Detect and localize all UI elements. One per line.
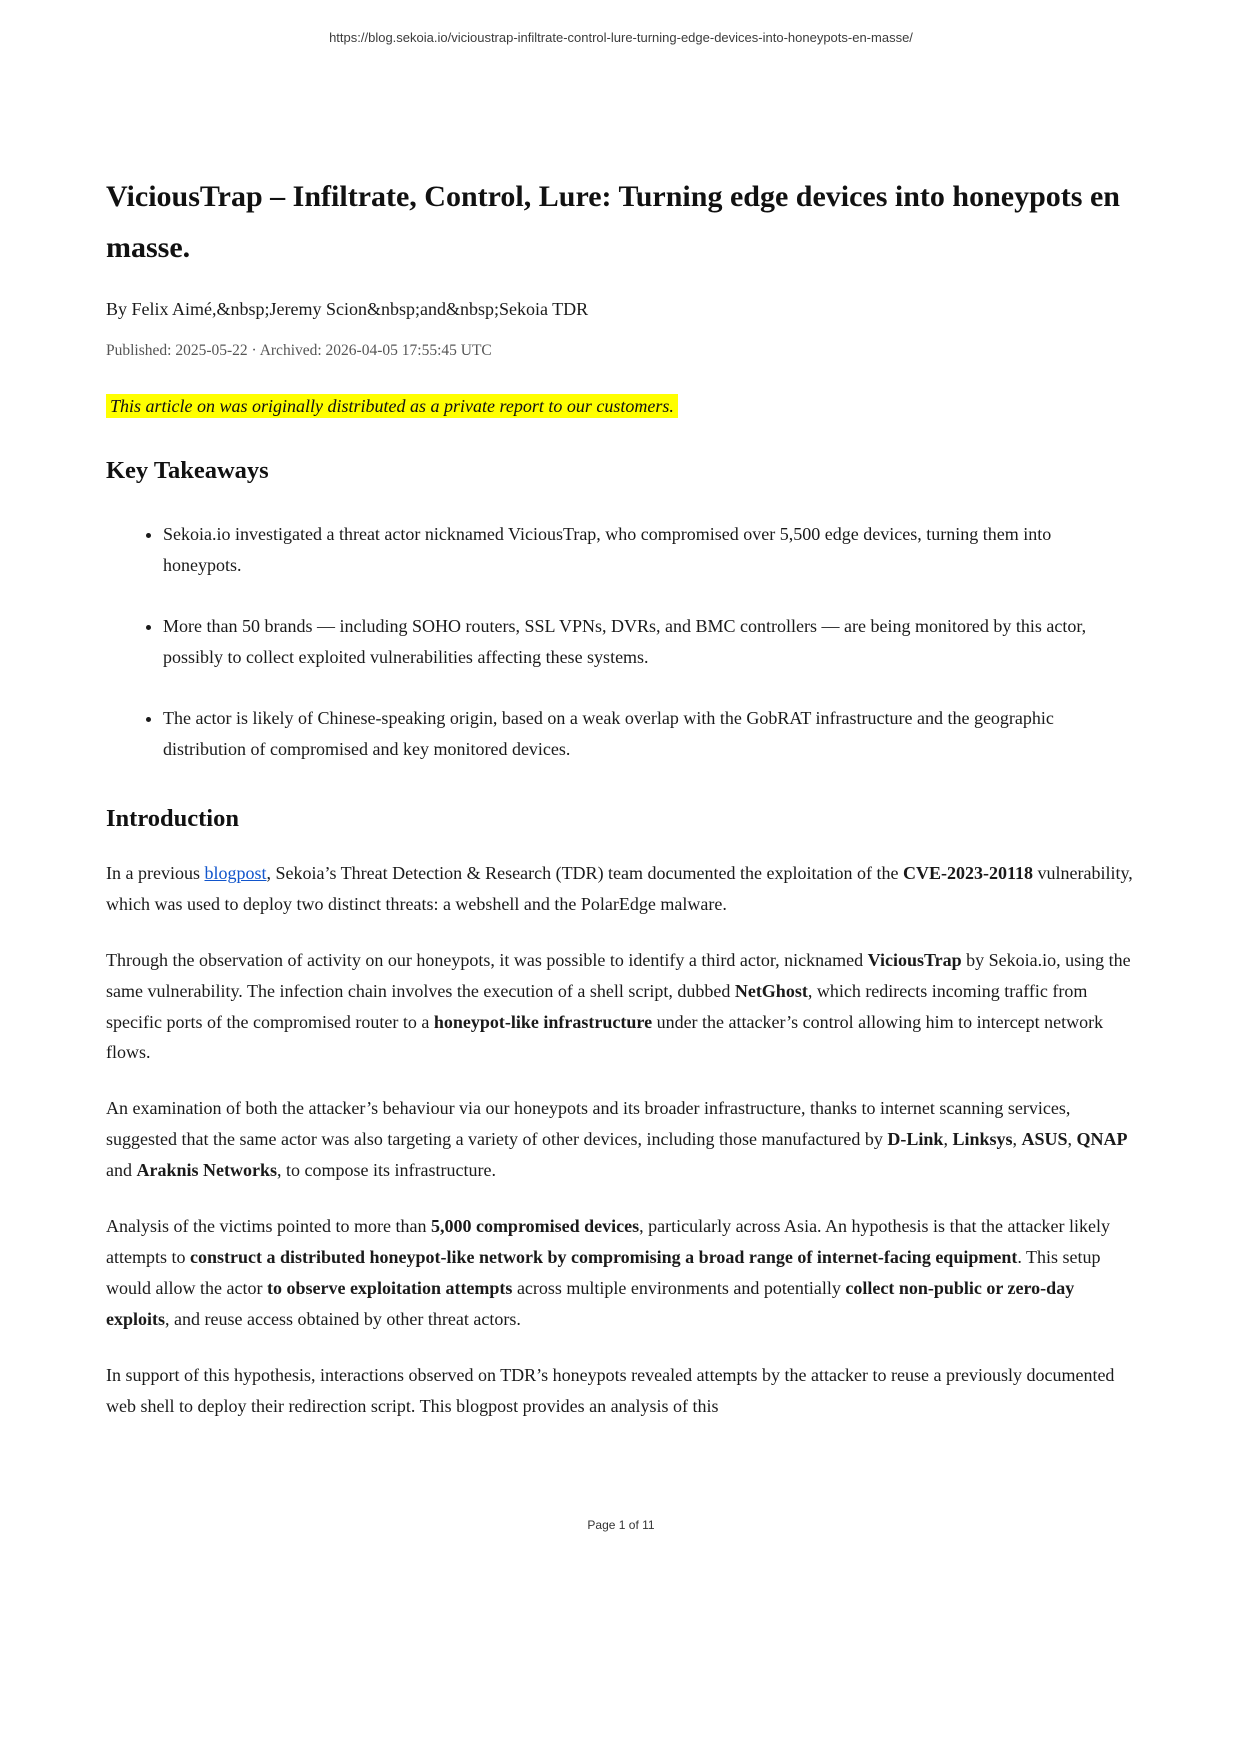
bold-text: Linksys — [952, 1129, 1013, 1150]
bold-text: CVE-2023-20118 — [902, 862, 1033, 883]
text-segment: , particularly across Asia. An hypothesis is that the attacker likely attempts to — [106, 1216, 1110, 1268]
notice-line — [106, 396, 1136, 417]
page-footer — [0, 1518, 1242, 1532]
text-segment: . This setup would allow the actor — [106, 1247, 1101, 1299]
bold-text: ViciousTrap — [867, 949, 962, 970]
bold-text: construct a distributed honeypot-like network by compromising a broad range of internet-facing equipment — [190, 1247, 1018, 1268]
text-segment: , — [943, 1129, 953, 1150]
bold-text: honeypot-like infrastructure — [433, 1011, 653, 1032]
text-segment: An examination of both the attacker’s behaviour via our honeypots and its broader infrastructure, thanks to internet scanning services, suggested that the same actor was also targeting a variety of other devices, including those manufactured by — [106, 1098, 1071, 1150]
section-heading-introduction: Introduction — [106, 804, 239, 832]
bold-text: collect non-public or zero-day exploits — [106, 1278, 1075, 1330]
article-content — [0, 171, 1242, 1422]
key-takeaway-item: • The actor is likely of Chinese-speaking origin, based on a weak overlap with the GobRAT infrastructure and the geographic distribution of compromised and key monitored devices. — [163, 703, 1136, 765]
bold-text: QNAP — [1076, 1129, 1128, 1150]
published-line: Published: 2025-05-22 · Archived: 2026-04-05 17:55:45 UTC — [106, 342, 492, 359]
key-takeaway-item: • More than 50 brands — including SOHO routers, SSL VPNs, DVRs, and BMC controllers — are being monitored by this actor, possibly to collect exploited vulnerabilities affecting these systems. — [163, 611, 1136, 673]
inline-link[interactable]: blogpost — [204, 862, 267, 883]
intro-paragraph-1 — [106, 858, 1136, 920]
text-segment: and — [106, 1160, 137, 1181]
text-segment: Analysis of the victims pointed to more than — [106, 1216, 431, 1237]
bold-text: 5,000 compromised devices — [430, 1216, 640, 1237]
intro-paragraph-5 — [106, 1360, 1136, 1422]
page-number: Page 1 of 11 — [587, 1518, 655, 1532]
text-segment: In support of this hypothesis, interactions observed on TDR’s honeypots revealed attempts by the attacker to reuse a previously documented web shell to deploy their redirection script. This blogpost provides an analysis of this — [106, 1365, 1115, 1417]
key-takeaways-list — [106, 519, 1136, 765]
text-segment: under the attacker’s control allowing him to intercept network flows. — [106, 1011, 1104, 1063]
intro-paragraph-3 — [106, 1093, 1136, 1186]
bold-text: NetGhost — [734, 980, 808, 1001]
page-url: https://blog.sekoia.io/vicioustrap-infiltrate-control-lure-turning-edge-devices-into-honeypots-en-masse/ — [329, 30, 913, 45]
text-segment: In a previous — [106, 862, 205, 883]
text-segment: , — [1067, 1129, 1077, 1150]
bold-text: to observe exploitation attempts — [266, 1278, 513, 1299]
text-segment: Through the observation of activity on our honeypots, it was possible to identify a third actor, nicknamed — [106, 949, 868, 970]
text-segment: , to compose its infrastructure. — [277, 1160, 496, 1181]
key-takeaway-item: • Sekoia.io investigated a threat actor nicknamed ViciousTrap, who compromised over 5,500 edge devices, turning them into honeypots. — [163, 519, 1136, 581]
text-segment: , which redirects incoming traffic from specific ports of the compromised router to a — [106, 980, 1088, 1032]
text-segment: , and reuse access obtained by other threat actors. — [165, 1309, 521, 1330]
text-segment: , — [1012, 1129, 1022, 1150]
text-segment: by Sekoia.io, using the same vulnerability. The infection chain involves the execution of a shell script, dubbed — [106, 949, 1131, 1001]
text-segment: vulnerability, which was used to deploy two distinct threats: a webshell and the PolarEdge malware. — [106, 862, 1133, 914]
article-title: ViciousTrap – Infiltrate, Control, Lure: Turning edge devices into honeypots en masse. — [106, 180, 1120, 264]
bold-text: Araknis Networks — [136, 1160, 278, 1181]
bold-text: ASUS — [1021, 1129, 1068, 1150]
notice-highlight: This article on was originally distributed as a private report to our customers. — [106, 394, 678, 418]
print-header — [0, 0, 1242, 45]
intro-paragraph-4 — [106, 1211, 1136, 1335]
section-heading-key-takeaways: Key Takeaways — [106, 457, 269, 484]
text-segment: across multiple environments and potentially — [512, 1278, 846, 1299]
text-segment: , Sekoia’s Threat Detection & Research (TDR) team documented the exploitation of the — [266, 862, 903, 883]
byline: By Felix Aimé,&nbsp;Jeremy Scion&nbsp;and&nbsp;Sekoia TDR — [106, 299, 589, 319]
intro-paragraph-2 — [106, 945, 1136, 1069]
bold-text: D-Link — [887, 1129, 944, 1150]
